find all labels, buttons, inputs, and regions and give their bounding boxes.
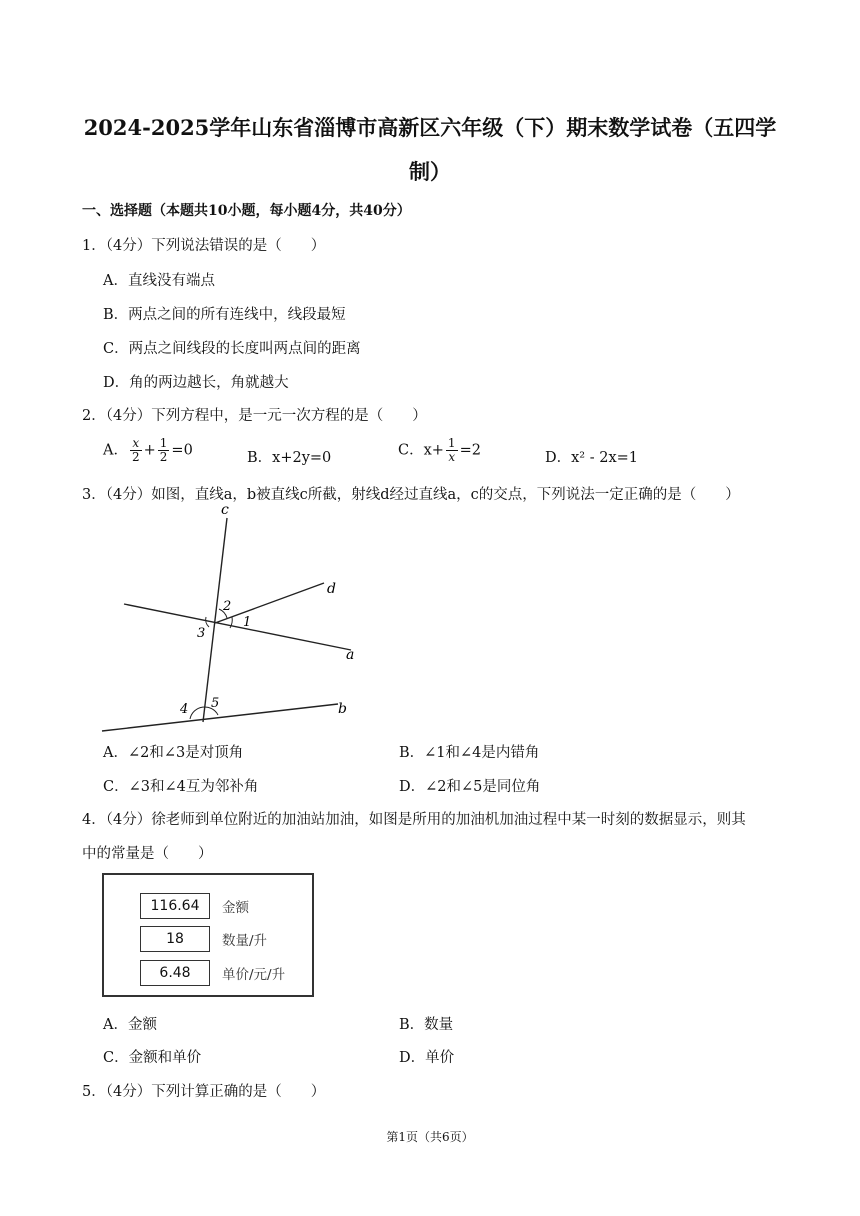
label-angle-3: 3 (197, 626, 206, 641)
plus-sign: + (143, 442, 156, 459)
page-title-line2: 制） (409, 159, 451, 184)
question-2-option-a (103, 437, 193, 464)
ray-d (215, 583, 324, 623)
line-a (124, 604, 351, 650)
section-heading: 一、选择题（本题共10小题，每小题4分，共40分） (82, 203, 411, 219)
question-3-option-c: C．∠3和∠4互为邻补角 (103, 779, 259, 795)
label-d: d (327, 581, 336, 597)
pump-quantity-value: 18 (140, 926, 210, 952)
fraction-1-over-2 (158, 437, 170, 464)
question-3-figure (96, 500, 366, 736)
option-c-tail: =2 (459, 442, 481, 459)
question-2-option-b: B．x+2y=0 (247, 450, 332, 466)
pump-unit-price-label: 单价/元/升 (222, 967, 286, 983)
option-c-prefix: C．x+ (398, 442, 444, 459)
page-title-line1: 2024-2025学年山东省淄博市高新区六年级（下）期末数学试卷（五四学 (83, 115, 777, 140)
question-1-option-d: D．角的两边越长，角就越大 (103, 375, 289, 391)
line-b (102, 704, 338, 731)
label-angle-1: 1 (243, 615, 252, 630)
fraction-denominator: x (448, 450, 456, 464)
question-3-option-b: B．∠1和∠4是内错角 (399, 745, 540, 761)
fraction-1-over-x (446, 437, 458, 464)
question-2-stem: 2．（4分）下列方程中，是一元一次方程的是（ ） (82, 408, 427, 424)
question-4-stem-line2: 中的常量是（ ） (82, 846, 213, 862)
fuel-pump-display (102, 873, 314, 997)
question-4-option-b: B．数量 (399, 1017, 454, 1033)
pump-amount-value: 116.64 (140, 893, 210, 919)
pump-amount-label: 金额 (222, 900, 249, 916)
page-footer: 第1页（共6页） (386, 1130, 474, 1144)
pump-unit-price-value: 6.48 (140, 960, 210, 986)
fraction-denominator: 2 (159, 450, 168, 464)
fraction-numerator: 1 (447, 436, 456, 450)
question-4-option-a: A．金额 (103, 1017, 157, 1033)
option-a-tail: =0 (171, 442, 193, 459)
label-a: a (346, 647, 355, 663)
question-4-stem-line1: 4．（4分）徐老师到单位附近的加油站加油，如图是所用的加油机加油过程中某一时刻的数据显示，则其 (82, 812, 746, 828)
label-c: c (221, 502, 229, 518)
question-3-option-d: D．∠2和∠5是同位角 (399, 779, 541, 795)
question-2-option-c (398, 437, 481, 464)
fraction-numerator: x (130, 437, 142, 451)
question-5-stem: 5．（4分）下列计算正确的是（ ） (82, 1084, 326, 1100)
option-a-prefix: A． (103, 442, 128, 459)
angle-arc-3 (206, 617, 209, 627)
fraction-numerator: 1 (159, 436, 168, 450)
fraction-x-over-2 (130, 437, 142, 464)
question-1-option-a: A．直线没有端点 (103, 273, 215, 289)
label-angle-4: 4 (180, 702, 189, 717)
question-3-stem: 3．（4分）如图，直线a，b被直线c所截，射线d经过直线a，c的交点，下列说法一定正确的是（ ） (82, 487, 740, 503)
question-2-option-d: D．x² - 2x=1 (545, 450, 639, 466)
question-1-option-b: B．两点之间的所有连线中，线段最短 (103, 307, 346, 323)
label-angle-2: 2 (223, 599, 232, 614)
fraction-denominator: 2 (131, 450, 140, 464)
question-4-option-c: C．金额和单价 (103, 1050, 202, 1066)
label-angle-5: 5 (211, 696, 220, 711)
question-4-option-d: D．单价 (399, 1050, 455, 1066)
question-3-option-a: A．∠2和∠3是对顶角 (103, 745, 244, 761)
pump-quantity-label: 数量/升 (222, 933, 268, 949)
label-b: b (338, 701, 347, 717)
question-1-option-c: C．两点之间线段的长度叫两点间的距离 (103, 341, 361, 357)
question-1-stem: 1．（4分）下列说法错误的是（ ） (82, 238, 326, 254)
